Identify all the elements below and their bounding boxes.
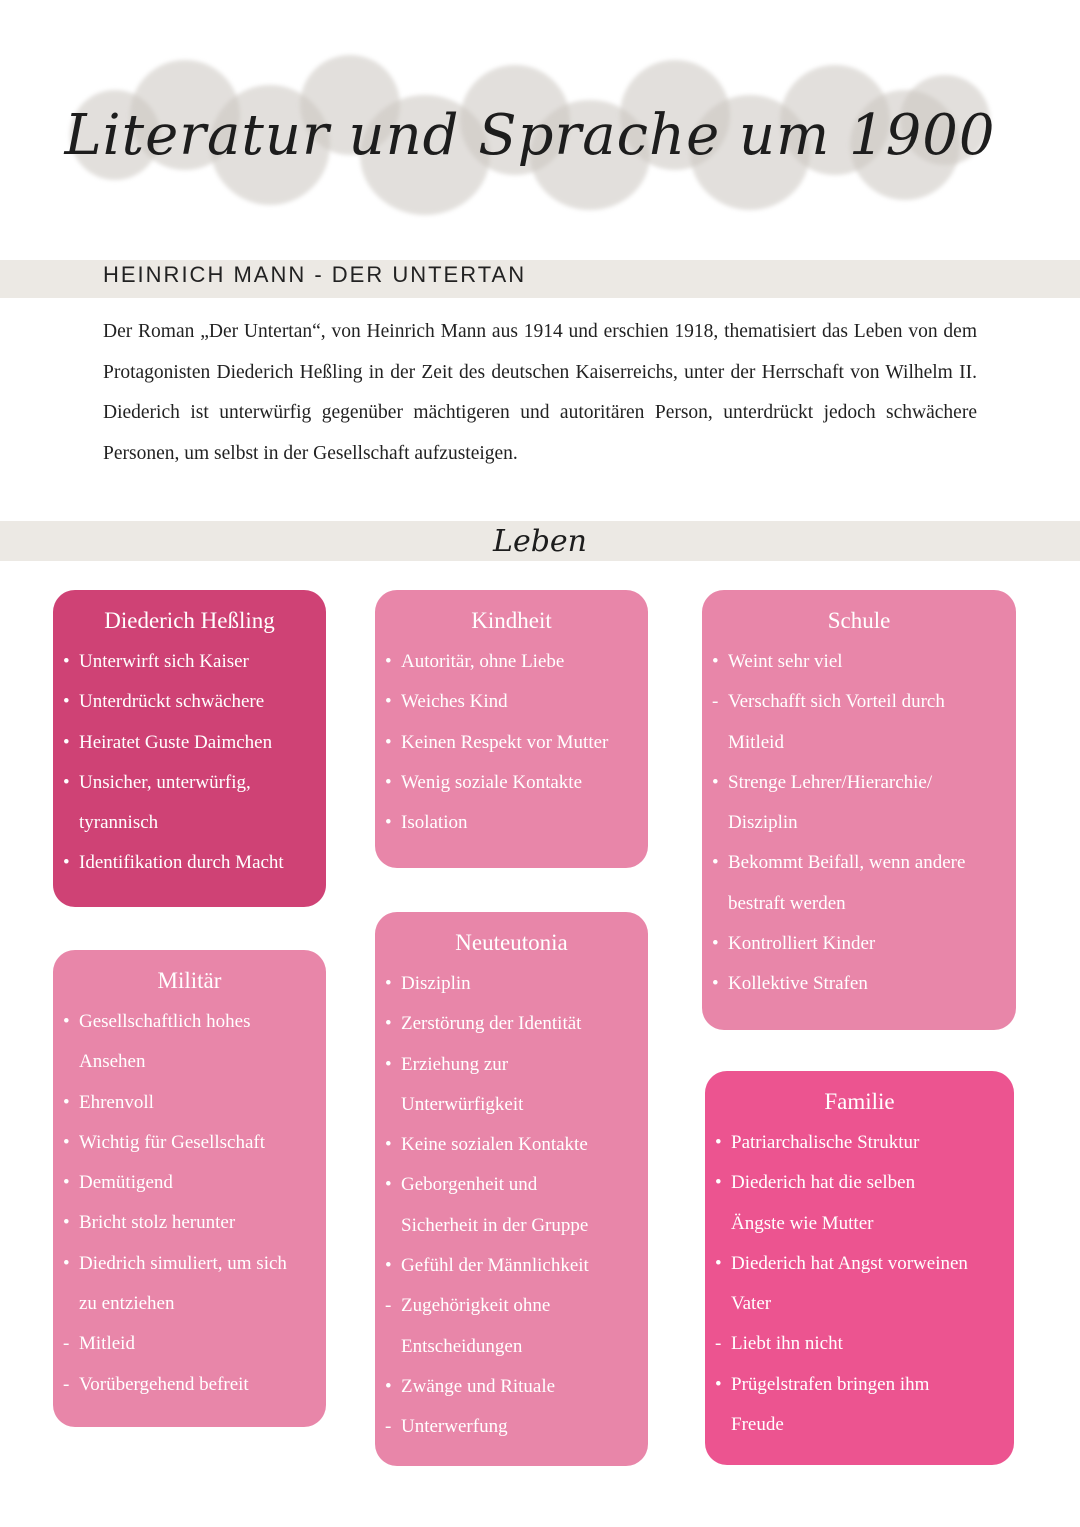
list-item: [63, 1244, 316, 1284]
list-item: [63, 1083, 316, 1123]
bullet-marker: •: [385, 1013, 392, 1035]
list-item: [63, 1284, 316, 1324]
list-item: [712, 763, 1006, 803]
list-item: [715, 1324, 1004, 1364]
bullet-marker: •: [385, 1134, 392, 1156]
list-item-text: Wichtig für Gesellschaft: [79, 1131, 266, 1153]
list-item-text: Prügelstrafen bringen ihm: [731, 1373, 930, 1395]
list-item-text: Vorübergehend befreit: [79, 1373, 249, 1395]
bullet-marker: -: [385, 1416, 392, 1438]
list-item: [63, 843, 316, 883]
list-item: [63, 1203, 316, 1243]
bullet-marker: •: [715, 1252, 722, 1274]
list-item-text: Autoritär, ohne Liebe: [401, 651, 565, 672]
card-list: [385, 642, 638, 843]
section-title: HEINRICH MANN - DER UNTERTAN: [103, 262, 527, 287]
bullet-marker: •: [712, 973, 719, 995]
list-item-text: Gesellschaftlich hohes: [79, 1011, 251, 1032]
list-item: [385, 1407, 638, 1447]
list-item: [715, 1204, 1004, 1244]
bullet-marker: -: [63, 1333, 70, 1355]
bullet-marker: -: [715, 1333, 722, 1355]
bullet-marker: •: [385, 1375, 392, 1397]
list-item-text: Entscheidungen: [401, 1335, 523, 1357]
list-item-text: Unsicher, unterwürfig,: [79, 771, 251, 793]
list-item-text: Diederich hat Angst vorweinen: [731, 1252, 968, 1274]
list-item-text: Weint sehr viel: [728, 651, 843, 672]
list-item: [712, 924, 1006, 964]
bullet-marker: •: [712, 651, 719, 672]
list-item: [712, 803, 1006, 843]
list-item: [715, 1284, 1004, 1324]
list-item-text: Sicherheit in der Gruppe: [401, 1214, 589, 1236]
list-item: [63, 642, 316, 682]
card-list: [715, 1123, 1004, 1445]
bullet-marker: •: [63, 1212, 70, 1234]
list-item: [385, 803, 638, 843]
list-item-text: Vater: [731, 1293, 772, 1315]
bullet-marker: •: [63, 651, 70, 672]
bullet-marker: •: [385, 812, 392, 834]
list-item-text: Liebt ihn nicht: [731, 1333, 843, 1355]
list-item-text: Erziehung zur: [401, 1053, 509, 1075]
list-item: [63, 1042, 316, 1082]
bullet-marker: •: [715, 1373, 722, 1395]
bullet-marker: •: [385, 691, 392, 713]
bullet-marker: •: [63, 1131, 70, 1153]
bullet-marker: •: [63, 1252, 70, 1274]
bullet-marker: -: [63, 1373, 70, 1395]
list-item-text: Verschafft sich Vorteil durch: [728, 691, 945, 713]
card-title: Neuteutonia: [455, 930, 568, 955]
bullet-marker: •: [63, 771, 70, 793]
list-item-text: Mitleid: [728, 731, 784, 753]
bullet-marker: •: [385, 1053, 392, 1075]
list-item: [63, 1163, 316, 1203]
bullet-marker: •: [385, 651, 392, 672]
list-item-text: Disziplin: [728, 812, 798, 834]
list-item: [715, 1123, 1004, 1163]
list-item-text: Bricht stolz herunter: [79, 1212, 236, 1234]
list-item-text: Zwänge und Rituale: [401, 1375, 556, 1397]
list-item: [385, 682, 638, 722]
card-title: Schule: [827, 608, 891, 633]
list-item: [715, 1365, 1004, 1405]
list-item: [385, 1085, 638, 1125]
list-item: [385, 1125, 638, 1165]
list-item-text: Unterwirft sich Kaiser: [79, 651, 249, 672]
list-item-text: Weiches Kind: [401, 691, 508, 713]
list-item: [715, 1163, 1004, 1203]
list-item-text: Bekommt Beifall, wenn andere: [728, 852, 966, 874]
card-list: [385, 964, 638, 1448]
bullet-marker: •: [63, 852, 70, 874]
list-item: [712, 723, 1006, 763]
card-list: [63, 1002, 316, 1405]
card-schule: [702, 590, 1016, 1030]
list-item: [63, 1324, 316, 1364]
list-item-text: Geborgenheit und: [401, 1174, 538, 1196]
list-item: [712, 884, 1006, 924]
card-title: Kindheit: [471, 608, 552, 633]
list-item-text: Zugehörigkeit ohne: [401, 1295, 551, 1317]
list-item: [385, 1367, 638, 1407]
list-item-text: Unterwürfigkeit: [401, 1093, 524, 1115]
list-item-text: Freude: [731, 1414, 784, 1436]
list-item-text: Wenig soziale Kontakte: [401, 771, 583, 793]
list-item-text: Zerstörung der Identität: [401, 1013, 582, 1035]
list-item: [63, 682, 316, 722]
bullet-marker: •: [385, 731, 392, 753]
list-item: [385, 1206, 638, 1246]
list-item: [715, 1244, 1004, 1284]
bullet-marker: •: [63, 691, 70, 713]
list-item: [63, 1002, 316, 1042]
list-item: [385, 763, 638, 803]
list-item-text: Mitleid: [79, 1333, 135, 1355]
bullet-marker: •: [712, 771, 719, 793]
card-militaer: [53, 950, 326, 1427]
list-item-text: bestraft werden: [728, 892, 846, 914]
list-item-text: Ansehen: [79, 1051, 146, 1073]
card-title: Familie: [824, 1089, 895, 1114]
bullet-marker: •: [712, 933, 719, 955]
card-title: Militär: [157, 968, 222, 993]
list-item-text: Keine sozialen Kontakte: [401, 1134, 588, 1156]
list-item: [385, 1004, 638, 1044]
list-item: [63, 1365, 316, 1405]
card-neuteutonia: [375, 912, 648, 1466]
list-item: [63, 763, 316, 803]
list-item: [385, 723, 638, 763]
list-item-text: Kontrolliert Kinder: [728, 933, 876, 955]
list-item: [712, 642, 1006, 682]
list-item-text: Diedrich simuliert, um sich: [79, 1252, 287, 1274]
list-item-text: Ängste wie Mutter: [731, 1212, 874, 1234]
bullet-marker: •: [63, 1091, 70, 1113]
list-item-text: Disziplin: [401, 973, 471, 994]
bullet-marker: -: [712, 691, 719, 713]
list-item-text: Unterdrückt schwächere: [79, 691, 265, 713]
bullet-marker: •: [715, 1172, 722, 1194]
bullet-marker: •: [63, 731, 70, 753]
list-item-text: zu entziehen: [79, 1293, 175, 1315]
card-title: Diederich Heßling: [104, 608, 275, 633]
list-item: [385, 964, 638, 1004]
list-item-text: Isolation: [401, 812, 468, 834]
card-list: [63, 642, 316, 884]
card-kindheit: [375, 590, 648, 868]
list-item-text: Kollektive Strafen: [728, 973, 868, 995]
bullet-marker: •: [385, 771, 392, 793]
list-item: [385, 1327, 638, 1367]
bullet-marker: •: [715, 1132, 722, 1153]
list-item: [385, 1165, 638, 1205]
bullet-marker: •: [63, 1011, 70, 1032]
list-item-text: tyrannisch: [79, 812, 159, 834]
bullet-marker: •: [63, 1172, 70, 1194]
card-diederich: [53, 590, 326, 907]
list-item: [385, 642, 638, 682]
leben-heading: Leben: [493, 523, 587, 559]
list-item-text: Heiratet Guste Daimchen: [79, 731, 273, 753]
bullet-marker: •: [385, 1255, 392, 1277]
list-item: [712, 843, 1006, 883]
list-item-text: Demütigend: [79, 1172, 173, 1194]
list-item-text: Gefühl der Männlichkeit: [401, 1255, 589, 1277]
intro-paragraph: Der Roman „Der Untertan“, von Heinrich Mann aus 1914 und erschien 1918, thematisiert das Leben von dem Protagonisten Diederich Heßling in der Zeit des deutschen Kaiserreichs, unter der Herrschaft von Wilhelm II. Diederich ist unterwürfig gegenüber mächtigeren und autoritären Person, unterdrückt jedoch schwächere Personen, um selbst in der Gesellschaft aufzusteigen.: [103, 321, 977, 464]
list-item-text: Unterwerfung: [401, 1416, 508, 1438]
list-item-text: Keinen Respekt vor Mutter: [401, 731, 609, 753]
list-item-text: Ehrenvoll: [79, 1091, 154, 1113]
list-item: [385, 1246, 638, 1286]
card-list: [712, 642, 1006, 1005]
list-item-text: Identifikation durch Macht: [79, 852, 284, 874]
list-item: [712, 964, 1006, 1004]
list-item: [385, 1286, 638, 1326]
list-item: [712, 682, 1006, 722]
bullet-marker: -: [385, 1295, 392, 1317]
list-item: [715, 1405, 1004, 1445]
list-item: [63, 803, 316, 843]
bullet-marker: •: [712, 852, 719, 874]
title-banner: [60, 50, 1000, 220]
bullet-marker: •: [385, 973, 392, 994]
list-item-text: Strenge Lehrer/Hierarchie/: [728, 771, 933, 793]
list-item: [385, 1045, 638, 1085]
list-item-text: Diederich hat die selben: [731, 1172, 916, 1194]
list-item-text: Patriarchalische Struktur: [731, 1132, 920, 1153]
list-item: [63, 1123, 316, 1163]
page-title: Literatur und Sprache um 1900: [64, 102, 996, 168]
list-item: [63, 723, 316, 763]
bullet-marker: •: [385, 1174, 392, 1196]
card-familie: [705, 1071, 1014, 1465]
